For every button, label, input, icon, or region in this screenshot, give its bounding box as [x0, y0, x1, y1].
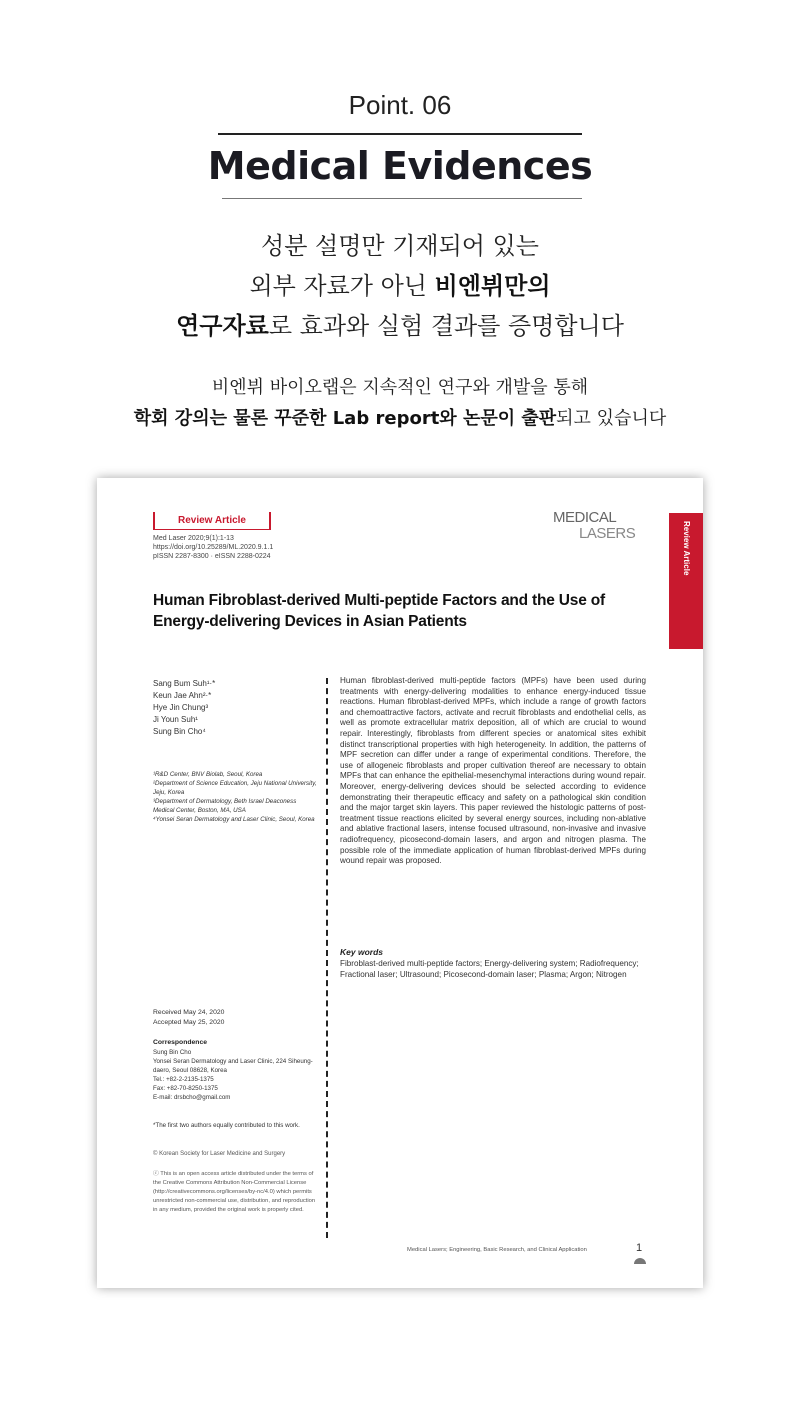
column-divider [326, 678, 328, 1238]
intro-line-2-bold: 비엔뷔만의 [434, 272, 551, 300]
equal-contribution-note: *The first two authors equally contributed to this work. [153, 1122, 300, 1129]
sub-line-1: 비엔뷔 바이오랩은 지속적인 연구와 개발을 통해 [211, 377, 589, 398]
journal-logo-line-2: LASERS [579, 525, 636, 542]
correspondence-line: Tel.: +82-2-2135-1375 [153, 1076, 214, 1083]
page-mark-icon [634, 1258, 646, 1264]
received-date: Received May 24, 2020 [153, 1009, 225, 1016]
intro-line-2-plain: 외부 자료가 아닌 [249, 272, 435, 300]
journal-logo-line-1: MEDICAL [553, 509, 617, 526]
author: Sang Bum Suh¹·* [153, 679, 216, 688]
correspondence-line: Sung Bin Cho [153, 1049, 192, 1056]
article-meta [153, 534, 273, 561]
sub-line-2-bold: 학회 강의는 물론 꾸준한 Lab report와 논문이 출판 [133, 408, 557, 429]
accepted-date: Accepted May 25, 2020 [153, 1019, 225, 1026]
intro-text [0, 226, 800, 346]
article-title: Human Fibroblast-derived Multi-peptide Factors and the Use of Energy-delivering Devices in Asian Patients [153, 592, 605, 630]
correspondence-line: Fax: +82-70-8250-1375 [153, 1085, 218, 1092]
title-rule-top [218, 133, 582, 135]
affiliation: ¹R&D Center, BNV Biolab, Seoul, Korea [153, 771, 263, 778]
article-type-label: Review Article [153, 512, 271, 530]
side-tab-label: Review Article [682, 521, 691, 576]
meta-line: pISSN 2287-8300 · eISSN 2288-0224 [153, 553, 271, 560]
journal-logo [553, 510, 649, 546]
intro-line-2 [0, 266, 800, 306]
correspondence-line: E-mail: drsbcho@gmail.com [153, 1094, 231, 1101]
meta-line: Med Laser 2020;9(1):1-13 [153, 535, 234, 542]
correspondence [153, 1048, 319, 1102]
keywords-heading: Key words [340, 947, 383, 957]
correspondence-heading: Correspondence [153, 1039, 208, 1046]
intro-line-3 [0, 306, 800, 346]
page-number: 1 [636, 1242, 643, 1254]
license-notice: ⓒ This is an open access article distributed under the terms of the Creative Commons Attribution Non-Commercial License (http://creativecommons.org/licenses/by-nc/4.0) which permits unrestricted non-commercial use, distribution, and reproduction in any medium, provided the original work is properly cited. [153, 1171, 316, 1213]
author: Ji Youn Suh¹ [153, 715, 198, 724]
sub-line-2 [0, 403, 800, 434]
journal-footer: Medical Lasers; Engineering, Basic Research, and Clinical Application [407, 1247, 587, 1253]
affiliations [153, 770, 319, 824]
author: Sung Bin Cho⁴ [153, 727, 206, 736]
side-tab [669, 513, 703, 649]
copyright-notice: © Korean Society for Laser Medicine and Surgery [153, 1151, 286, 1157]
meta-line: https://doi.org/10.25289/ML.2020.9.1.1 [153, 544, 274, 551]
title-rule-bottom [222, 198, 582, 199]
abstract: Human fibroblast-derived multi-peptide factors (MPFs) have been used during treatments with energy-delivering modalities to enhance energy-induced tissue reactions. Human fibroblast-derived MPFs, which include a range of growth factors and chemoattractive factors, activate and recruit fibroblasts and endothelial cells, as well as promote extracellular matrix deposition, all of which are crucial to wound repair. Interestingly, fibroblasts from different species or anatomical sites exhibit distinct transcriptional properties with high heterogeneity. In addition, the patterns of MPF secretion can differ under a range of experimental conditions. Therefore, the use of allogeneic fibroblasts and proper cultivation thereof are necessary to obtain MPFs that can enhance the epithelial-mesenchymal interactions during wound repair. Moreover, energy-delivering devices should be selected according to evidence demonstrating their therapeutic efficacy and safety on a pathological skin condition and the major target skin layers. This paper reviewed the histologic patterns of post-treatment tissue reactions elicited by several energy sources, including non-ablative and ablative fractional lasers, intense focused ultrasound, non-invasive and invasive radiofrequency, picosecond-domain lasers, and argon and nitrogen plasma. The possible role of the immediate application of human fibroblast-derived MPFs during wound repair was proposed. [340, 676, 646, 866]
affiliation: ⁴Yonsei Seran Dermatology and Laser Clinic, Seoul, Korea [153, 816, 315, 823]
affiliation: ²Department of Science Education, Jeju National University, Jeju, Korea [153, 780, 317, 796]
author: Keun Jae Ahn²·* [153, 691, 212, 700]
intro-line-3-bold: 연구자료 [176, 312, 269, 340]
sub-text [0, 372, 800, 434]
sub-line-2-plain: 되고 있습니다 [556, 408, 667, 429]
intro-line-3-plain: 로 효과와 실험 결과를 증명합니다 [268, 312, 624, 340]
paper-preview [97, 478, 703, 1288]
author: Hye Jin Chung³ [153, 703, 209, 712]
keywords: Fibroblast-derived multi-peptide factors; Energy-delivering system; Radiofrequency; Fractional laser; Ultrasound; Picosecond-domain laser; Plasma; Argon; Nitrogen [340, 959, 639, 979]
correspondence-line: Yonsei Seran Dermatology and Laser Clinic, 224 Siheung-daero, Seoul 08628, Korea [153, 1058, 313, 1074]
page-title: Medical Evidences [207, 144, 593, 188]
point-label: Point. 06 [348, 90, 452, 120]
author-list [153, 678, 215, 738]
article-dates [153, 1008, 224, 1028]
intro-line-1: 성분 설명만 기재되어 있는 [261, 232, 539, 260]
affiliation: ³Department of Dermatology, Beth Israel Deaconess Medical Center, Boston, MA, USA [153, 798, 297, 814]
